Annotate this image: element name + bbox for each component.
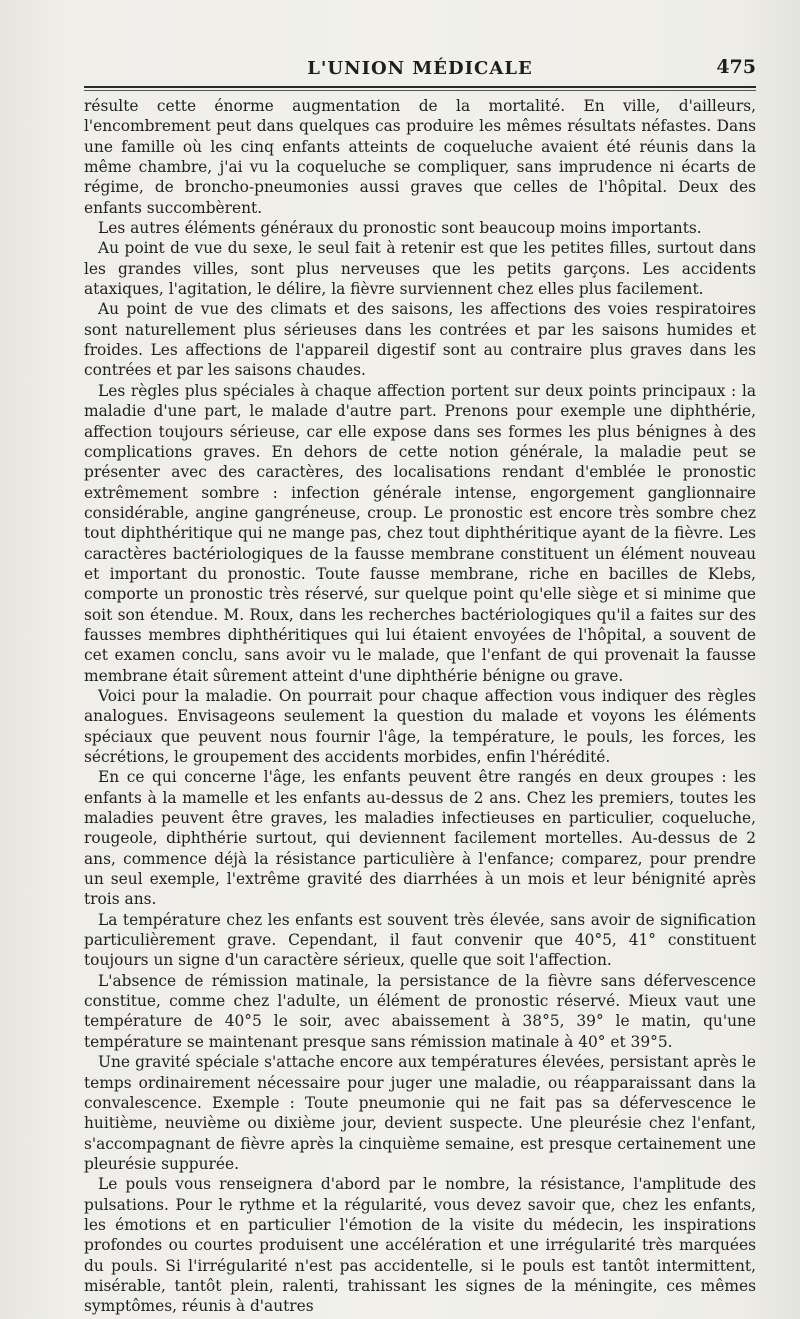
header-rule bbox=[84, 86, 756, 88]
running-title: L'UNION MÉDICALE bbox=[307, 58, 533, 79]
paragraph: Au point de vue des climats et des saisons, les affections des voies respiratoires sont naturellement plus sérieuses dans les contrées et par les saisons humides et froides. Les affections de l'appareil digestif sont au contraire plus graves dans les contrées et par les saisons chaudes. bbox=[84, 300, 756, 380]
header-rule-thin bbox=[84, 90, 756, 91]
page-header bbox=[84, 52, 756, 82]
paragraph: Les autres éléments généraux du pronostic sont beaucoup moins importants. bbox=[98, 219, 702, 238]
paragraph: Le pouls vous renseignera d'abord par le nombre, la résistance, l'amplitude des pulsations. Pour le rythme et la régularité, vous devez savoir que, chez les enfants, les émotions et en particulier l'émotion de la visite du médecin, les inspirations profondes ou courtes produisent une accélération et une irrégularité très marquées du pouls. Si l'irrégularité n'est pas accidentelle, si le pouls est tantôt intermittent, misérable, tantôt plein, ralenti, trahissant les signes de la méningite, ces mêmes symptômes, réunis à d'autres bbox=[84, 1175, 756, 1316]
paragraph: Une gravité spéciale s'attache encore aux températures élevées, persistant après le temps ordinairement nécessaire pour juger une maladie, ou réapparaissant dans la convalescence. Exemple : Toute pneumonie qui ne fait pas sa défervescence le huitième, neuvième ou dixième jour, devient suspecte. Une pleurésie chez l'enfant, s'accompagnant de fièvre après la cinquième semaine, est presque certainement une pleurésie suppurée. bbox=[84, 1053, 756, 1173]
paragraph: En ce qui concerne l'âge, les enfants peuvent être rangés en deux groupes : les enfants à la mamelle et les enfants au-dessus de 2 ans. Chez les premiers, toutes les maladies peuvent être graves, les maladies infectieuses en particulier, coqueluche, rougeole, diphthérie surtout, qui deviennent facilement mortelles. Au-dessus de 2 ans, commence déjà la résistance particulière à l'enfance; comparez, pour prendre un seul exemple, l'extrême gravité des diarrhées à un mois et leur bénignité après trois ans. bbox=[84, 768, 756, 909]
body-text bbox=[84, 96, 756, 1317]
page-number: 475 bbox=[716, 56, 756, 78]
paragraph: La température chez les enfants est souvent très élevée, sans avoir de signification particulièrement grave. Cependant, il faut convenir que 40°5, 41° constituent toujours un signe d'un caractère sérieux, quelle que soit l'affection. bbox=[84, 910, 756, 970]
paragraph: Voici pour la maladie. On pourrait pour chaque affection vous indiquer des règles analogues. Envisageons seulement la question du malade et voyons les éléments spéciaux que peuvent nous fournir l'âge, la température, le pouls, les forces, les sécrétions, le groupement des accidents morbides, enfin l'hérédité. bbox=[84, 686, 756, 766]
paragraph: Les règles plus spéciales à chaque affection portent sur deux points principaux : la maladie d'une part, le malade d'autre part. Prenons pour exemple une diphthérie, affection toujours sérieuse, car elle expose dans ses formes les plus bénignes à des complications graves. En dehors de cette notion générale, la maladie peut se présenter avec des caractères, des localisations rendant d'emblée le pronostic extrêmement sombre : infection générale intense, engorgement ganglionnaire considérable, angine gangréneuse, croup. Le pronostic est encore très sombre chez tout diphthéritique qui ne mange pas, chez tout diphthéritique ayant de la fièvre. Les caractères bactériologiques de la fausse membrane constituent un élément nouveau et important du pronostic. Toute fausse membrane, riche en bacilles de Klebs, comporte un pronostic très réservé, sur quelque point qu'elle siège et si minime que soit son étendue. M. Roux, dans les recherches bactériologiques qu'il a faites sur des fausses membres diphthéritiques qui lui étaient envoyées de l'hôpital, a souvent de cet examen conclu, sans avoir vu le malade, que l'enfant de qui provenait la fausse membrane était sûrement atteint d'une diphthérie bénigne ou grave. bbox=[84, 381, 756, 685]
paragraph: résulte cette énorme augmentation de la mortalité. En ville, d'ailleurs, l'encombrement peut dans quelques cas produire les mêmes résultats néfastes. Dans une famille où les cinq enfants atteints de coqueluche avaient été réunis dans la même chambre, j'ai vu la coqueluche se compliquer, sans imprudence ni écarts de régime, de broncho-pneumonies aussi graves que celles de l'hôpital. Deux des enfants succombèrent. bbox=[84, 97, 756, 217]
paragraph: Au point de vue du sexe, le seul fait à retenir est que les petites filles, surtout dans les grandes villes, sont plus nerveuses que les petits garçons. Les accidents ataxiques, l'agitation, le délire, la fièvre surviennent chez elles plus facilement. bbox=[84, 239, 756, 299]
paragraph: L'absence de rémission matinale, la persistance de la fièvre sans défervescence constitue, comme chez l'adulte, un élément de pronostic réservé. Mieux vaut une température de 40°5 le soir, avec abaissement à 38°5, 39° le matin, qu'une température se maintenant presque sans rémission matinale à 40° et 39°5. bbox=[84, 971, 756, 1051]
